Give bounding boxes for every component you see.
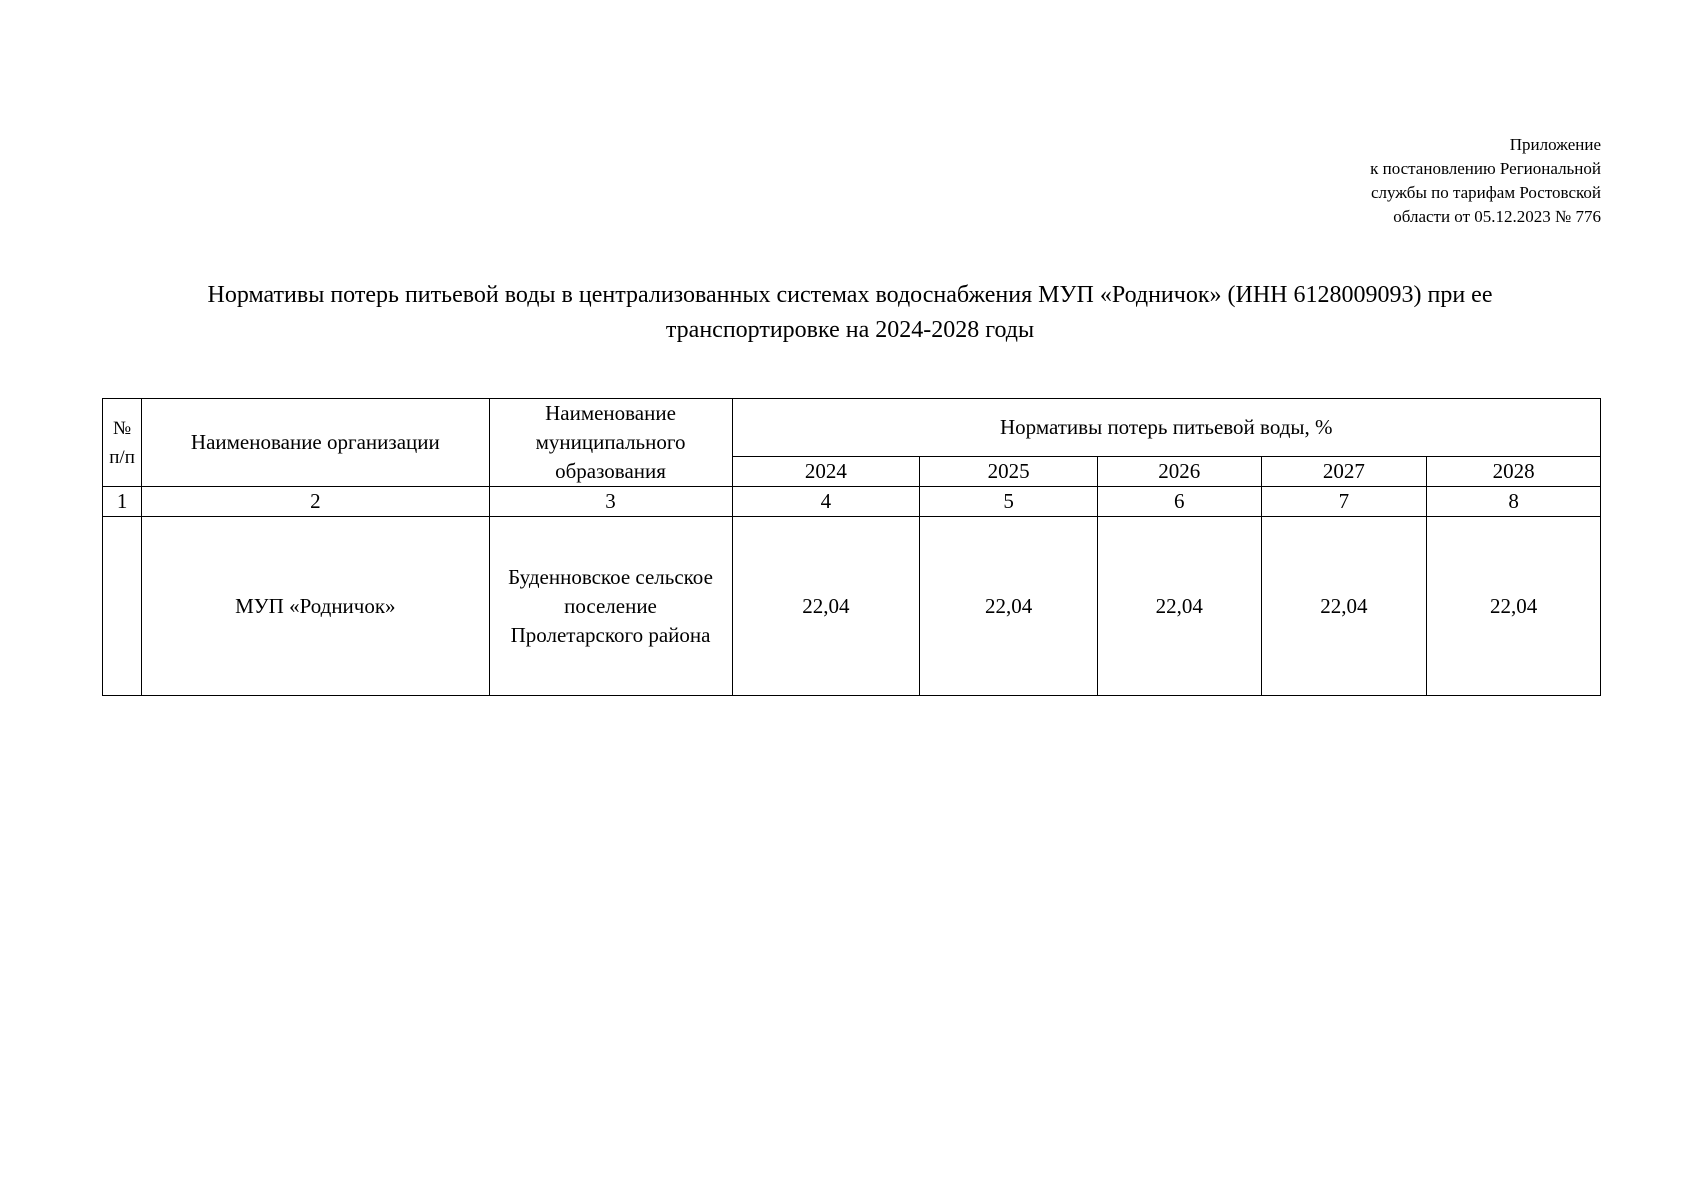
column-index-cell: 7 <box>1261 487 1427 517</box>
row-municipality-line-2: поселение <box>564 593 657 618</box>
column-index-cell: 6 <box>1097 487 1261 517</box>
header-year-2024: 2024 <box>732 456 920 486</box>
document-title <box>100 278 1600 348</box>
header-organization: Наименование организации <box>142 399 489 487</box>
row-number <box>103 517 142 696</box>
table-row <box>103 517 1601 696</box>
appendix-note <box>1370 133 1601 229</box>
appendix-line-3: службы по тарифам Ростовской <box>1370 183 1601 202</box>
column-index-cell: 8 <box>1427 487 1601 517</box>
header-year-2027: 2027 <box>1261 456 1427 486</box>
header-year-2025: 2025 <box>920 456 1098 486</box>
row-value-2028: 22,04 <box>1427 517 1601 696</box>
header-municipality <box>489 399 732 487</box>
row-municipality-line-1: Буденновское сельское <box>508 564 713 589</box>
column-index-cell: 3 <box>489 487 732 517</box>
header-row <box>103 399 1601 457</box>
column-index-cell: 1 <box>103 487 142 517</box>
column-index-cell: 2 <box>142 487 489 517</box>
document-title-line-2: транспортировке на 2024-2028 годы <box>665 317 1035 343</box>
header-norms-group: Нормативы потерь питьевой воды, % <box>732 399 1601 457</box>
appendix-line-2: к постановлению Региональной <box>1370 159 1601 178</box>
column-index-cell: 5 <box>920 487 1098 517</box>
appendix-line-4: области от 05.12.2023 № 776 <box>1393 207 1601 226</box>
column-index-cell: 4 <box>732 487 920 517</box>
header-year-2028: 2028 <box>1427 456 1601 486</box>
document-title-line-1: Нормативы потерь питьевой воды в централизованных системах водоснабжения МУП «Родничок» (ИНН 6128009093) при ее <box>207 282 1493 308</box>
header-number <box>103 399 142 487</box>
row-organization: МУП «Родничок» <box>142 517 489 696</box>
row-value-2027: 22,04 <box>1261 517 1427 696</box>
row-municipality <box>489 517 732 696</box>
header-year-2026: 2026 <box>1097 456 1261 486</box>
header-municipality-line-2: муниципального <box>535 430 686 454</box>
appendix-line-1: Приложение <box>1509 135 1601 154</box>
norms-table <box>102 398 1601 696</box>
header-municipality-line-3: образования <box>555 459 666 483</box>
header-number-line-2: п/п <box>109 446 135 468</box>
header-number-line-1: № <box>113 417 132 439</box>
header-municipality-line-1: Наименование <box>545 401 676 425</box>
row-value-2025: 22,04 <box>920 517 1098 696</box>
row-value-2024: 22,04 <box>732 517 920 696</box>
column-index-row <box>103 487 1601 517</box>
row-value-2026: 22,04 <box>1097 517 1261 696</box>
row-municipality-line-3: Пролетарского района <box>510 622 711 647</box>
